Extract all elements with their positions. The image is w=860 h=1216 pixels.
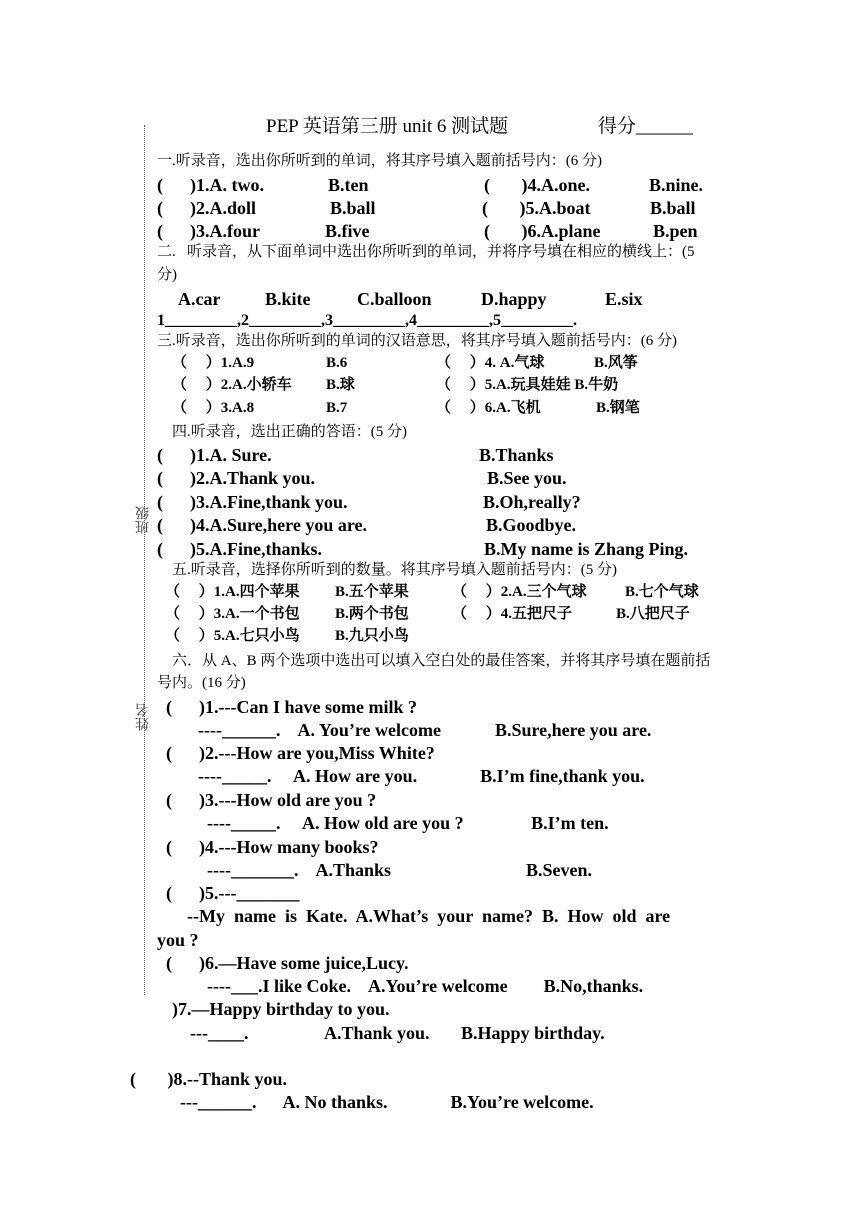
s6-q5-options: --My name is Kate. A.What’s your name? B. How old are — [187, 906, 671, 926]
s4-q4-b: B.Goodbye. — [486, 515, 577, 535]
s5-q1-b: B.五个苹果 — [335, 584, 409, 600]
s1-q4-b: B.nine. — [649, 175, 704, 195]
s4-q2-b: B.See you. — [487, 468, 567, 488]
s4-q5-b: B.My name is Zhang Ping. — [484, 539, 689, 559]
class-label: 班级 — [136, 506, 151, 534]
s3-q3: （ ）3.A.8 — [172, 400, 255, 416]
section-6-heading: 六．从 A、B 两个选项中选出可以填入空白处的最佳答案，并将其序号填在题前括 — [172, 653, 711, 669]
s6-q7-options: ---____. A.Thank you. B.Happy birthday. — [190, 1023, 605, 1043]
s1-q1-b: B.ten — [328, 175, 369, 195]
page-title: PEP 英语第三册 unit 6 测试题 — [266, 116, 509, 137]
s5-q1: （ ）1.A.四个苹果 — [165, 584, 300, 600]
s1-q3-b: B.five — [325, 221, 370, 241]
s4-q3-b: B.Oh,really? — [483, 492, 581, 512]
s6-q4: ( )4.---How many books? — [166, 837, 379, 857]
s3-q1-b: B.6 — [326, 355, 348, 371]
s5-q2: （ ）2.A.三个气球 — [452, 584, 587, 600]
s1-q6: ( )6.A.plane — [484, 221, 601, 241]
s6-q2-options: ----_____. A. How are you. B.I’m fine,thank you. — [198, 766, 645, 786]
s1-q3: ( )3.A.four — [157, 221, 260, 241]
s6-q7: )7.—Happy birthday to you. — [172, 999, 390, 1019]
section-5-heading: 五.听录音，选择你所听到的数量。将其序号填入题前括号内：(5 分) — [172, 562, 617, 578]
s5-q5: （ ）5.A.七只小鸟 — [165, 628, 300, 644]
s6-q2: ( )2.---How are you,Miss White? — [166, 743, 435, 763]
s6-q1: ( )1.---Can I have some milk ? — [166, 697, 417, 717]
binding-line — [144, 125, 145, 995]
s3-q2: （ ）2.A.小轿车 — [172, 377, 292, 393]
s2-word-b: B.kite — [265, 289, 311, 309]
s3-q5: （ ）5.A.玩具娃娃 B.牛奶 — [436, 377, 619, 393]
section-2-heading: 二. 听录音，从下面单词中选出你所听到的单词，并将序号填在相应的横线上：(5 — [157, 244, 695, 260]
s6-q3: ( )3.---How old are you ? — [166, 790, 377, 810]
s3-q1: （ ）1.A.9 — [172, 355, 255, 371]
s6-q4-options: ----_______. A.Thanks B.Seven. — [207, 860, 593, 880]
s2-word-c: C.balloon — [357, 289, 432, 309]
name-label: 姓名 — [136, 703, 151, 731]
section-4-heading: 四.听录音，选出正确的答语：(5 分) — [172, 424, 407, 440]
s4-q1: ( )1.A. Sure. — [157, 445, 272, 465]
s1-q1: ( )1.A. two. — [157, 175, 264, 195]
s2-word-e: E.six — [605, 289, 643, 309]
s5-q3: （ ）3.A.一个书包 — [165, 606, 300, 622]
s3-q6: （ ）6.A.飞机 — [436, 400, 541, 416]
s6-q8: ( )8.--Thank you. — [130, 1069, 288, 1089]
s4-q3: ( )3.A.Fine,thank you. — [157, 492, 348, 512]
s5-q5-b: B.九只小鸟 — [335, 628, 409, 644]
s6-q3-options: ----_____. A. How old are you ? B.I’m ten. — [207, 813, 609, 833]
s6-q5-options-cont: you ? — [157, 930, 199, 950]
s1-q2: ( )2.A.doll — [157, 198, 256, 218]
s1-q4: ( )4.A.one. — [484, 175, 590, 195]
s1-q5: ( )5.A.boat — [482, 198, 591, 218]
s3-q4: （ ）4. A.气球 — [436, 355, 545, 371]
s4-q4: ( )4.A.Sure,here you are. — [157, 515, 367, 535]
s1-q5-b: B.ball — [650, 198, 696, 218]
score-field: 得分______ — [598, 116, 694, 137]
s4-q1-b: B.Thanks — [479, 445, 554, 465]
s1-q2-b: B.ball — [330, 198, 376, 218]
s5-q2-b: B.七个气球 — [625, 584, 699, 600]
s2-blanks: 1_________,2_________,3_________,4_________,5_________. — [157, 312, 577, 329]
section-1-heading: 一.听录音，选出你所听到的单词，将其序号填入题前括号内：(6 分) — [157, 153, 602, 169]
s5-q3-b: B.两个书包 — [335, 606, 409, 622]
s4-q5: ( )5.A.Fine,thanks. — [157, 539, 323, 559]
s2-word-d: D.happy — [481, 289, 547, 309]
s3-q6-b: B.钢笔 — [596, 400, 640, 416]
s3-q2-b: B.球 — [326, 377, 355, 393]
s3-q4-b: B.风筝 — [594, 355, 638, 371]
s1-q6-b: B.pen — [653, 221, 698, 241]
section-3-heading: 三.听录音，选出你所听到的单词的汉语意思，将其序号填入题前括号内：(6 分) — [157, 333, 677, 349]
s2-word-a: A.car — [178, 289, 221, 309]
s3-q3-b: B.7 — [326, 400, 348, 416]
section-6-heading-cont: 号内。(16 分) — [157, 675, 246, 691]
s6-q5: ( )5.---_______ — [166, 883, 300, 903]
s6-q1-options: ----______. A. You’re welcome B.Sure,here you are. — [198, 720, 652, 740]
s6-q8-options: ---______. A. No thanks. B.You’re welcome. — [180, 1092, 594, 1112]
s6-q6-options: ----___.I like Coke. A.You’re welcome B.No,thanks. — [207, 976, 644, 996]
s5-q4: （ ）4.五把尺子 — [452, 606, 573, 622]
section-2-heading-cont: 分) — [157, 267, 177, 283]
s5-q4-b: B.八把尺子 — [616, 606, 690, 622]
s6-q6: ( )6.—Have some juice,Lucy. — [166, 953, 409, 973]
s4-q2: ( )2.A.Thank you. — [157, 468, 316, 488]
